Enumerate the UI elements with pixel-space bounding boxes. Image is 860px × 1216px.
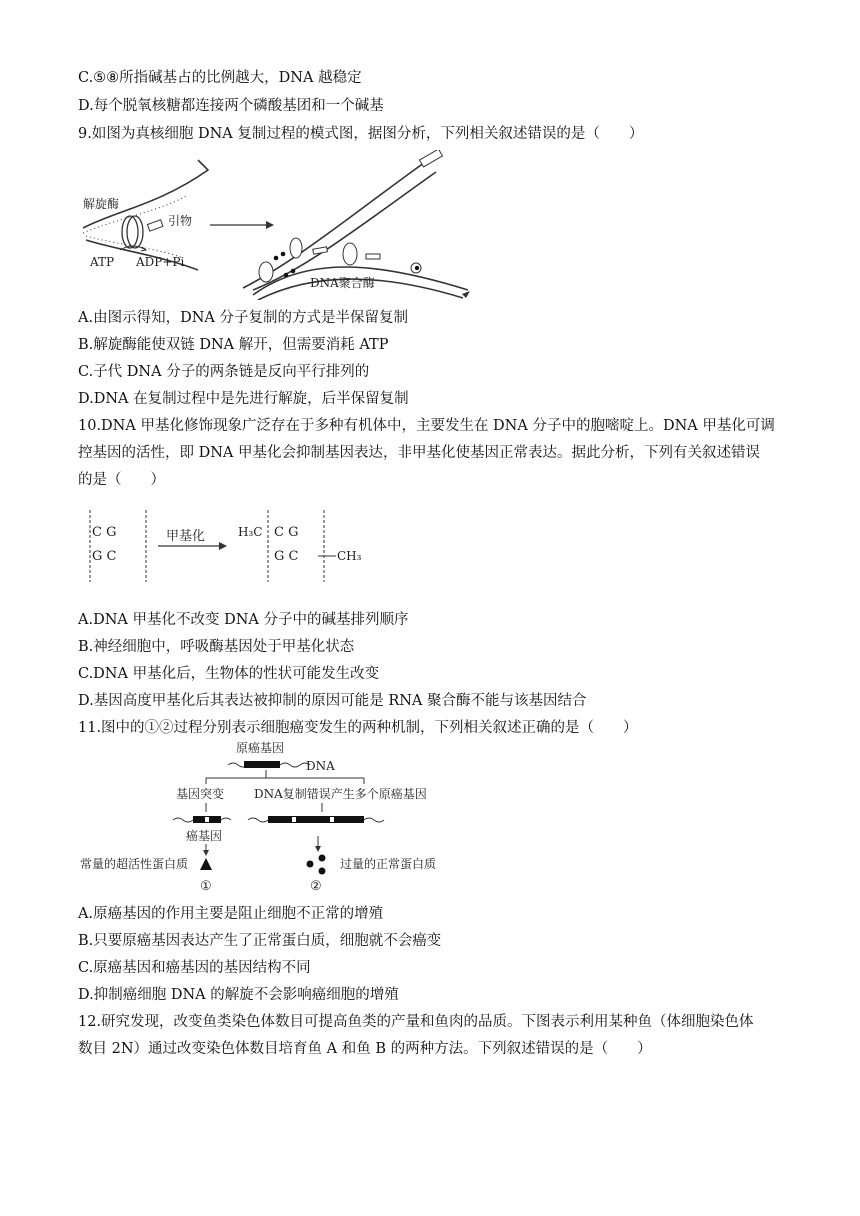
left-top-pair: C G (92, 525, 117, 540)
mutation-label: 基因突变 (176, 787, 225, 801)
q8-option-c: C.⑤⑧所指碱基占的比例越大，DNA 越稳定 (78, 70, 362, 86)
methyl-group-right: CH₃ (337, 549, 362, 563)
q10-option-c: C.DNA 甲基化后，生物体的性状可能发生改变 (78, 666, 380, 682)
q11-option-c: C.原癌基因和癌基因的基因结构不同 (78, 960, 311, 976)
adp-label: ADP+Pi (136, 255, 185, 269)
left-bottom-pair: G C (92, 549, 117, 564)
mechanism-2-mark: ② (310, 879, 322, 894)
right-bottom-pair: G C (274, 549, 299, 564)
proto-oncogene-label: 原癌基因 (236, 741, 285, 755)
replication-error-label: DNA复制错误产生多个原癌基因 (254, 787, 427, 801)
dna-polymerase-label: DNA聚合酶 (310, 276, 375, 290)
right-top-pair: C G (274, 525, 299, 540)
hyperactive-protein-label: 常量的超活性蛋白质 (80, 857, 189, 871)
q11-option-b: B.只要原癌基因表达产生了正常蛋白质，细胞就不会癌变 (78, 933, 442, 949)
q11-option-d: D.抑制癌细胞 DNA 的解旋不会影响癌细胞的增殖 (78, 987, 399, 1003)
q10-option-b: B.神经细胞中，呼吸酶基因处于甲基化状态 (78, 639, 355, 655)
q10-option-d: D.基因高度甲基化后其表达被抑制的原因可能是 RNA 聚合酶不能与该基因结合 (78, 693, 587, 709)
q10-stem-line3: 的是（ ） (78, 472, 165, 488)
q10-option-a: A.DNA 甲基化不改变 DNA 分子中的碱基排列顺序 (78, 612, 409, 628)
q9-option-b: B.解旋酶能使双链 DNA 解开，但需要消耗 ATP (78, 337, 389, 353)
q12-stem-line1: 12.研究发现，改变鱼类染色体数目可提高鱼类的产量和鱼肉的品质。下图表示利用某种鱼（体细胞染色体 (78, 1014, 754, 1030)
mechanism-1-mark: ① (200, 879, 212, 894)
oncogene-label: 癌基因 (186, 829, 223, 843)
excess-protein-label: 过量的正常蛋白质 (340, 857, 437, 871)
q11-stem: 11.图中的①②过程分别表示细胞癌变发生的两种机制，下列相关叙述正确的是（ ） (78, 720, 638, 736)
q11-cancer-mechanism-figure (78, 740, 468, 900)
q8-option-d: D.每个脱氧核糖都连接两个磷酸基团和一个碱基 (78, 98, 384, 114)
q10-methylation-figure (78, 506, 378, 586)
q9-stem: 9.如图为真核细胞 DNA 复制过程的模式图，据图分析，下列相关叙述错误的是（ ） (78, 126, 644, 142)
q10-stem-line1: 10.DNA 甲基化修饰现象广泛存在于多种有机体中，主要发生在 DNA 分子中的胞嘧啶上。DNA 甲基化可调 (78, 418, 775, 434)
q9-option-c: C.子代 DNA 分子的两条链是反向平行排列的 (78, 364, 370, 380)
q12-stem-line2: 数目 2N）通过改变染色体数目培育鱼 A 和鱼 B 的两种方法。下列叙述错误的是（ ） (78, 1041, 652, 1057)
primer-label: 引物 (168, 214, 193, 228)
dna-label: DNA (306, 759, 335, 773)
q9-option-a: A.由图示得知，DNA 分子复制的方式是半保留复制 (78, 310, 408, 326)
helicase-label: 解旋酶 (83, 197, 120, 211)
methyl-group-left: H₃C (238, 525, 263, 539)
q9-dna-replication-figure (78, 150, 478, 300)
q10-stem-line2: 控基因的活性，即 DNA 甲基化会抑制基因表达，非甲基化使基因正常表达。据此分析，下列有关叙述错误 (78, 445, 760, 461)
atp-label: ATP (90, 255, 115, 269)
q9-option-d: D.DNA 在复制过程中是先进行解旋，后半保留复制 (78, 391, 409, 407)
q11-option-a: A.原癌基因的作用主要是阻止细胞不正常的增殖 (78, 906, 384, 922)
methylation-arrow-label: 甲基化 (166, 529, 206, 544)
